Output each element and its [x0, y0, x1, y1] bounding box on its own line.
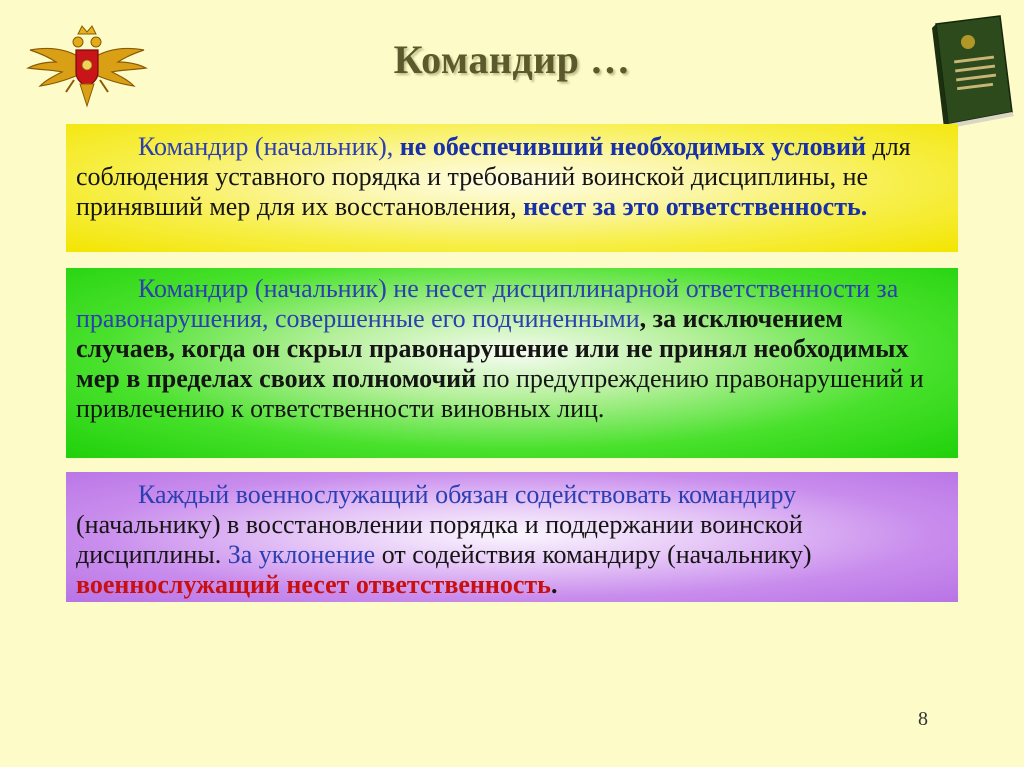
box3-text-4: от содействия командиру (начальнику) [375, 540, 812, 569]
info-box-serviceman-duty [66, 472, 958, 602]
box3-text-2: (начальнику) в восстановлении порядка и поддержании воинской дисциплины. [76, 510, 803, 569]
box2-text-3: по предупреждению правонарушений и привлечению к ответственности виновных лиц. [76, 364, 924, 423]
info-box-no-disciplinary-responsibility [66, 268, 958, 458]
page-number: 8 [918, 708, 928, 730]
box3-text-3: За уклонение [227, 540, 376, 569]
box1-text-4: несет за это ответственность. [523, 192, 868, 221]
slide-title: Командир … [393, 37, 631, 82]
box1-paragraph [76, 132, 946, 222]
box3-text-6: . [550, 570, 558, 599]
box1-text-1: Командир (начальник), [138, 132, 400, 161]
box3-text-1: Каждый военнослужащий обязан содействовать командиру [138, 480, 797, 509]
box1-text-3: для соблюдения уставного порядка и требований воинской дисциплины, не принявший мер для их восстановления, [76, 132, 911, 221]
info-box-commander-responsibility [66, 124, 958, 252]
box2-text-1: Командир (начальник) не несет дисциплинарной ответственности за правонарушения, совершенные его подчиненными [76, 274, 899, 333]
charter-book-icon [922, 12, 1018, 132]
box3-text-5: военнослужащий несет ответственность [76, 570, 551, 599]
box2-paragraph [76, 274, 946, 424]
box3-paragraph [76, 480, 946, 600]
box1-text-2: не обеспечивший необходимых условий [399, 132, 866, 161]
box2-text-2: , за исключением случаев, когда он скрыл правонарушение или не принял необходимых мер в пределах своих полномочий [76, 304, 909, 393]
